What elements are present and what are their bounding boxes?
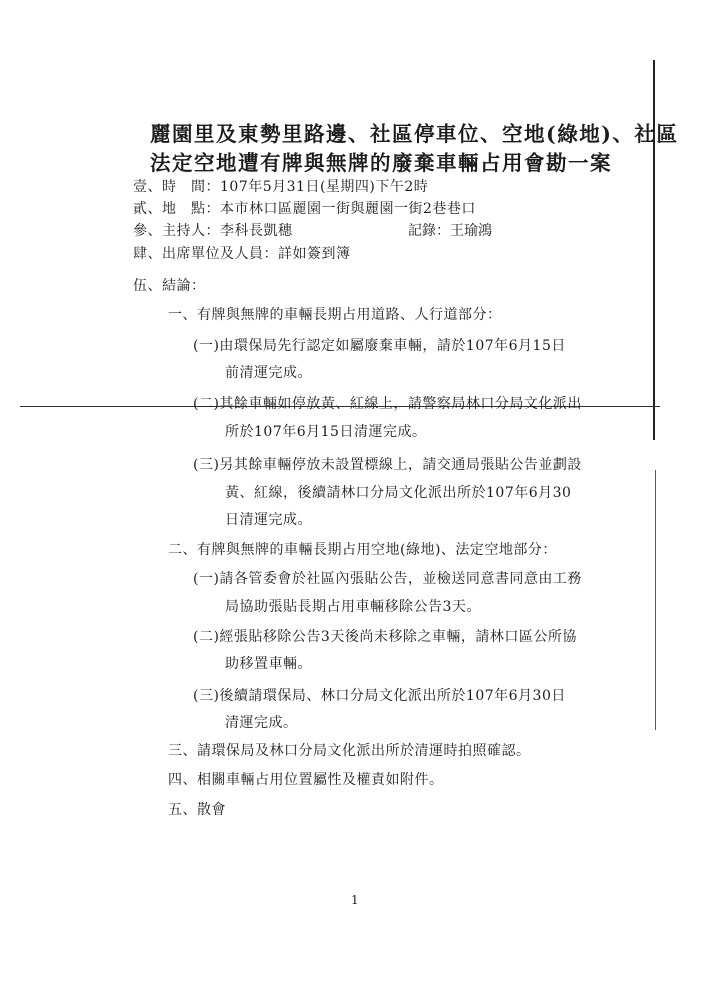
header-label: 壹、 bbox=[133, 179, 162, 195]
conclusion-1-item-2: (二)其餘車輛如停放黃、紅線上，請警察局林口分局文化派出 bbox=[193, 396, 582, 412]
conclusion-3: 三、請環保局及林口分局文化派出所於清運時拍照確認。 bbox=[168, 743, 531, 759]
header-text: 時 間：107年5月31日(星期四)下午2時 bbox=[162, 179, 429, 195]
conclusion-1-item-1-cont: 前清運完成。 bbox=[225, 365, 312, 381]
conclusion-1-item-3-cont: 黃、紅線，後續請林口分局文化派出所於107年6月30 bbox=[225, 485, 572, 501]
conclusion-2-item-1-cont: 局協助張貼長期占用車輛移除公告3天。 bbox=[225, 599, 481, 615]
header-time bbox=[133, 176, 428, 196]
conclusion-2-item-2: (二)經張貼移除公告3天後尚未移除之車輛，請林口區公所協 bbox=[193, 629, 577, 645]
document-title-line-2: 法定空地遭有牌與無牌的廢棄車輛占用會勘一案 bbox=[150, 151, 612, 175]
header-text: 結論： bbox=[162, 278, 206, 294]
conclusion-1-item-3: (三)另其餘車輛停放未設置標線上，請交通局張貼公告並劃設 bbox=[193, 457, 582, 473]
conclusion-2-item-2-cont: 助移置車輛。 bbox=[225, 656, 312, 672]
conclusion-2-item-1: (一)請各管委會於社區內張貼公告，並檢送同意書同意由工務 bbox=[193, 571, 582, 587]
conclusion-1-item-1: (一)由環保局先行認定如屬廢棄車輛，請於107年6月15日 bbox=[193, 338, 566, 354]
conclusion-2-item-3: (三)後續請環保局、林口分局文化派出所於107年6月30日 bbox=[193, 688, 566, 704]
header-location bbox=[133, 198, 476, 218]
header-attendees bbox=[133, 243, 351, 263]
header-label: 貳、 bbox=[133, 201, 162, 217]
header-text: 主持人：李科長凱穗 bbox=[162, 223, 293, 239]
header-text: 出席單位及人員：詳如簽到簿 bbox=[162, 246, 351, 262]
page-number: 1 bbox=[351, 893, 359, 907]
header-label: 肆、 bbox=[133, 246, 162, 262]
scan-edge-line-lower bbox=[655, 470, 656, 730]
conclusion-2-item-3-cont: 清運完成。 bbox=[225, 715, 298, 731]
header-conclusion bbox=[133, 275, 206, 295]
recorder: 記錄：王瑜鴻 bbox=[408, 223, 492, 239]
conclusion-1-heading: 一、有牌與無牌的車輛長期占用道路、人行道部分： bbox=[168, 307, 502, 323]
conclusion-1-item-3-cont2: 日清運完成。 bbox=[225, 512, 312, 528]
header-text: 地 點：本市林口區麗園一街與麗園一街2巷巷口 bbox=[162, 201, 476, 217]
header-chairperson bbox=[133, 220, 293, 240]
conclusion-1-item-2-cont: 所於107年6月15日清運完成。 bbox=[225, 424, 427, 440]
conclusion-4: 四、相關車輛占用位置屬性及權責如附件。 bbox=[168, 772, 444, 788]
header-label: 伍、 bbox=[133, 278, 162, 294]
conclusion-5: 五、散會 bbox=[168, 802, 226, 818]
document-title-line-1: 麗園里及東勢里路邊、社區停車位、空地(綠地)、社區 bbox=[150, 122, 679, 146]
header-label: 參、 bbox=[133, 223, 162, 239]
conclusion-2-heading: 二、有牌與無牌的車輛長期占用空地(綠地)、法定空地部分： bbox=[168, 542, 557, 558]
